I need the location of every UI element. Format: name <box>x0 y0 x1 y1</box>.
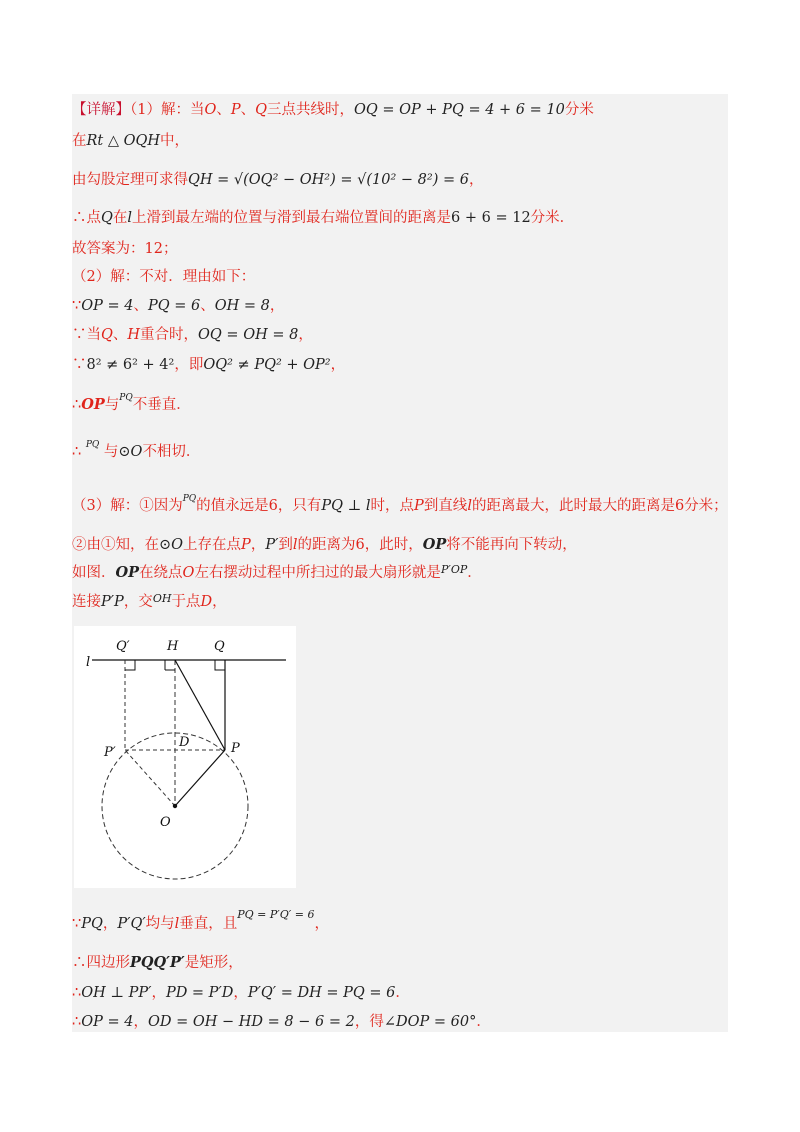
solution-line-3: 由勾股定理可求得QH = √(OQ² − OH²) = √(10² − 8²) = 6， <box>72 172 484 188</box>
formula: Rt △ OQH <box>86 133 161 149</box>
segment-op1 <box>125 750 175 806</box>
formula: OQ = OP + PQ = 4 + 6 = 10 <box>354 102 565 118</box>
solution-line-10: ∴OP与$^{PQ}$不垂直． <box>72 393 191 413</box>
solution-line-19: ∴OP = 4，OD = OH − HD = 8 − 6 = 2，得∠DOP = 60°． <box>72 1014 491 1030</box>
solution-line-13: ②由①知，在⊙O上存在点P，P′到l的距离为6，此时，OP将不能再向下转动， <box>72 536 577 553</box>
label-d: D <box>179 735 190 750</box>
solution-line-8: ∵当Q、H重合时，OQ = OH = 8， <box>72 327 313 343</box>
solution-line-14: 如图．OP在绕点O左右摆动过程中所扫过的最大扇形就是$^{P'OP}$． <box>72 563 482 581</box>
solution-line-11: ∴ $^{PQ}$ 与⊙O不相切． <box>72 440 201 460</box>
solution-line-9: ∵8² ≠ 6² + 4²，即OQ² ≠ PQ² + OP²， <box>72 357 346 373</box>
point-o <box>173 804 177 808</box>
solution-line-18: ∴OH ⊥ PP′，PD = P′D，P′Q′ = DH = PQ = 6． <box>72 985 410 1001</box>
solution-line-5: 故答案为：12； <box>72 241 178 257</box>
label-l: l <box>86 655 91 670</box>
solution-line-17: ∴四边形PQQ′P′是矩形， <box>72 954 243 971</box>
segment-op <box>175 750 225 806</box>
label-h: H <box>167 639 179 654</box>
right-angle-q1 <box>125 660 135 670</box>
solution-line-4: ∴点Q在l上滑到最左端的位置与滑到最右端位置间的距离是6 + 6 = 12分米． <box>72 210 575 226</box>
detail-label: 【详解】 <box>72 102 130 118</box>
label-p1: P′ <box>104 745 116 760</box>
label-p: P <box>231 741 240 756</box>
geometry-diagram <box>74 626 296 888</box>
right-angle-q <box>215 660 225 670</box>
formula: QH = √(OQ² − OH²) = √(10² − 8²) = 6 <box>188 172 469 188</box>
label-q: Q <box>214 639 225 654</box>
formula: 6 + 6 = 12 <box>451 210 531 226</box>
label-q1: Q′ <box>116 639 130 654</box>
label-o: O <box>160 815 171 830</box>
geometry-figure <box>74 626 296 888</box>
solution-line-2: 在Rt △ OQH中， <box>72 133 190 149</box>
solution-line-6: （2）解：不对．理由如下： <box>72 269 256 285</box>
solution-line-12: （3）解：①因为$^{PQ}$的值永远是6，只有PQ ⊥ l时，点P到直线l的距离最大，此时最大的距离是6分米； <box>72 494 728 514</box>
solution-line-16: ∵PQ，P′Q′均与l垂直，且$^{PQ = P'Q' = 6}$， <box>72 908 330 932</box>
solution-line-1: 【详解】（1）解：当O、P、Q三点共线时，OQ = OP + PQ = 4 + 6 = 10分米 <box>72 102 594 118</box>
solution-line-15: 连接P′P，交$^{OH}$于点D， <box>72 592 227 610</box>
solution-line-7: ∵OP = 4、PQ = 6、OH = 8， <box>72 298 285 314</box>
